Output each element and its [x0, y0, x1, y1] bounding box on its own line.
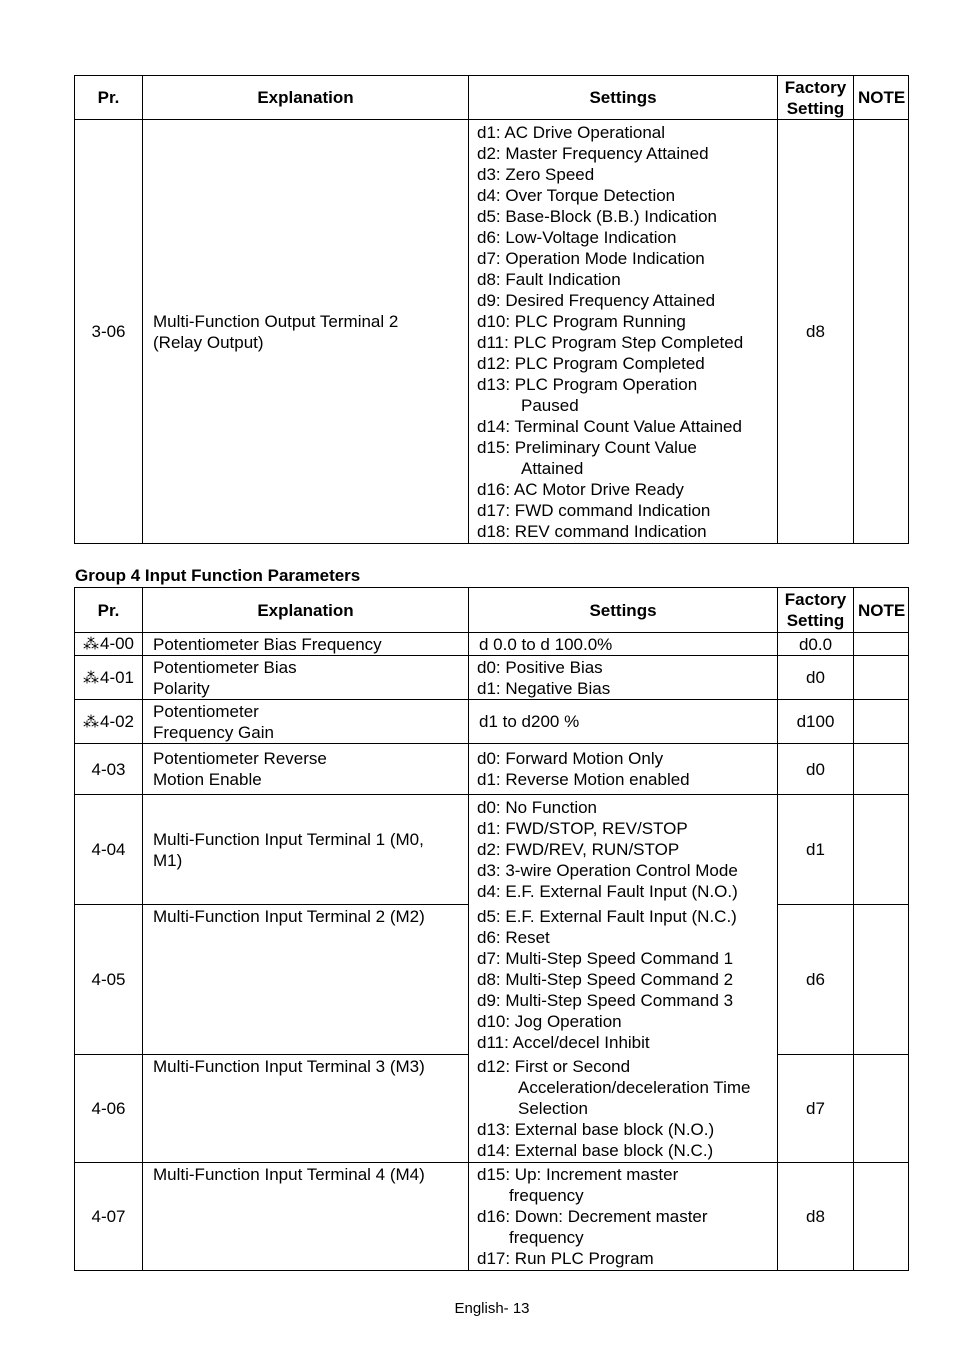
- param-settings: [469, 905, 778, 1055]
- setting-line: d8: Multi-Step Speed Command 2: [477, 970, 734, 989]
- page-footer: English- 13: [454, 1300, 530, 1317]
- param-settings: [469, 1055, 778, 1163]
- setting-line: frequency: [509, 1228, 584, 1247]
- param-explanation: Potentiometer Bias Frequency: [143, 633, 469, 656]
- adjustable-icon: ⁂: [82, 669, 99, 687]
- table-row: [75, 120, 909, 544]
- setting-line: d0: No Function: [477, 798, 598, 818]
- setting-line: d18: REV command Indication: [477, 521, 707, 541]
- setting-line: d16: Down: Decrement master: [477, 1207, 708, 1226]
- setting-line: Selection: [518, 1098, 588, 1118]
- header-settings: Settings: [469, 76, 778, 120]
- setting-line: d11: Accel/decel Inhibit: [477, 1033, 650, 1052]
- setting-line: d12: PLC Program Completed: [477, 353, 705, 373]
- setting-line: d17: Run PLC Program: [477, 1249, 654, 1268]
- parameter-table-3: [74, 75, 909, 544]
- note-cell: [854, 633, 909, 656]
- setting-line: d14: Terminal Count Value Attained: [477, 416, 742, 436]
- setting-line: d4: Over Torque Detection: [477, 185, 676, 205]
- setting-line: d15: Preliminary Count Value: [477, 437, 697, 457]
- param-number: 4-04: [75, 795, 143, 905]
- setting-line: d13: PLC Program Operation: [477, 374, 698, 394]
- setting-line: d14: External base block (N.C.): [477, 1140, 714, 1160]
- param-explanation: Multi-Function Input Terminal 3 (M3): [143, 1055, 469, 1163]
- param-number: 4-06: [75, 1055, 143, 1163]
- param-settings: d0: Positive Bias d1: Negative Bias: [469, 656, 778, 700]
- setting-line: Acceleration/deceleration Time: [518, 1077, 751, 1097]
- param-number: ⁂4-01: [75, 656, 143, 700]
- param-settings: d0: Forward Motion Only d1: Reverse Motion enabled: [469, 744, 778, 795]
- table-row: [75, 744, 909, 795]
- factory-setting: d0: [778, 656, 854, 700]
- header-settings: Settings: [469, 588, 778, 633]
- table-header-row: [75, 76, 909, 120]
- note-cell: [854, 656, 909, 700]
- section-title: Group 4 Input Function Parameters: [75, 566, 361, 585]
- setting-line: d10: PLC Program Running: [477, 311, 686, 331]
- setting-line: d9: Desired Frequency Attained: [477, 290, 716, 310]
- factory-setting: d0: [778, 744, 854, 795]
- setting-line: d11: PLC Program Step Completed: [477, 332, 744, 352]
- table-row: [75, 1163, 909, 1271]
- table-row: [75, 656, 909, 700]
- factory-setting: d8: [778, 120, 854, 544]
- note-cell: [854, 1163, 909, 1271]
- param-explanation: Multi-Function Input Terminal 1 (M0, M1): [143, 795, 469, 905]
- table-row: [75, 1055, 909, 1163]
- param-number: 3-06: [75, 120, 143, 544]
- setting-line: d2: FWD/REV, RUN/STOP: [477, 840, 680, 860]
- param-explanation: Multi-Function Input Terminal 4 (M4): [143, 1163, 469, 1271]
- setting-line: d5: E.F. External Fault Input (N.C.): [477, 907, 737, 926]
- factory-setting: d0.0: [778, 633, 854, 656]
- param-number: 4-07: [75, 1163, 143, 1271]
- setting-line: d1: FWD/STOP, REV/STOP: [477, 819, 688, 839]
- note-cell: [854, 1055, 909, 1163]
- setting-line: d3: 3-wire Operation Control Mode: [477, 861, 738, 881]
- header-factory-setting: Factory Setting: [778, 76, 854, 120]
- setting-line: d17: FWD command Indication: [477, 500, 711, 520]
- header-explanation: Explanation: [143, 76, 469, 120]
- adjustable-icon: ⁂: [82, 713, 99, 731]
- setting-line: d5: Base-Block (B.B.) Indication: [477, 206, 718, 226]
- factory-setting: d100: [778, 700, 854, 744]
- setting-line: d2: Master Frequency Attained: [477, 143, 709, 163]
- param-settings: [469, 795, 778, 905]
- param-explanation: Potentiometer Reverse Motion Enable: [143, 744, 469, 795]
- header-factory-setting: Factory Setting: [778, 588, 854, 633]
- param-number: ⁂4-00: [75, 633, 143, 656]
- param-number: 4-03: [75, 744, 143, 795]
- setting-line: d1: AC Drive Operational: [477, 122, 666, 142]
- setting-line: Paused: [521, 395, 579, 415]
- factory-setting: d8: [778, 1163, 854, 1271]
- setting-line: frequency: [509, 1186, 584, 1205]
- factory-setting: d6: [778, 905, 854, 1055]
- setting-line: d9: Multi-Step Speed Command 3: [477, 991, 734, 1010]
- table-header-row: [75, 588, 909, 633]
- param-settings: d1 to d200 %: [469, 700, 778, 744]
- setting-line: d15: Up: Increment master: [477, 1165, 679, 1184]
- factory-setting: d7: [778, 1055, 854, 1163]
- note-cell: [854, 795, 909, 905]
- setting-line: d3: Zero Speed: [477, 164, 595, 184]
- header-note: NOTE: [854, 588, 909, 633]
- header-explanation: Explanation: [143, 588, 469, 633]
- table-row: [75, 795, 909, 905]
- note-cell: [854, 120, 909, 544]
- setting-line: d7: Multi-Step Speed Command 1: [477, 949, 734, 968]
- header-note: NOTE: [854, 76, 909, 120]
- factory-setting: d1: [778, 795, 854, 905]
- parameter-table-4: [74, 587, 909, 1271]
- setting-line: d10: Jog Operation: [477, 1012, 622, 1031]
- param-explanation: Potentiometer Bias Polarity: [143, 656, 469, 700]
- param-number: 4-05: [75, 905, 143, 1055]
- header-pr: Pr.: [75, 76, 143, 120]
- setting-line: d4: E.F. External Fault Input (N.O.): [477, 882, 738, 902]
- note-cell: [854, 744, 909, 795]
- setting-line: d16: AC Motor Drive Ready: [477, 479, 684, 499]
- table-row: [75, 905, 909, 1055]
- header-pr: Pr.: [75, 588, 143, 633]
- table-row: [75, 633, 909, 656]
- param-explanation: Multi-Function Input Terminal 2 (M2): [143, 905, 469, 1055]
- setting-line: d6: Reset: [477, 928, 550, 947]
- param-number: ⁂4-02: [75, 700, 143, 744]
- setting-line: d12: First or Second: [477, 1056, 631, 1076]
- table-row: [75, 700, 909, 744]
- setting-line: d7: Operation Mode Indication: [477, 248, 705, 268]
- param-settings: [469, 1163, 778, 1271]
- setting-line: d6: Low-Voltage Indication: [477, 227, 677, 247]
- setting-line: d13: External base block (N.O.): [477, 1119, 715, 1139]
- note-cell: [854, 700, 909, 744]
- setting-line: Attained: [521, 458, 584, 478]
- adjustable-icon: ⁂: [82, 636, 99, 653]
- param-explanation: Potentiometer Frequency Gain: [143, 700, 469, 744]
- param-settings: d 0.0 to d 100.0%: [469, 633, 778, 656]
- setting-line: d8: Fault Indication: [477, 269, 621, 289]
- param-settings: [469, 120, 778, 544]
- param-explanation: Multi-Function Output Terminal 2 (Relay Output): [143, 120, 469, 544]
- note-cell: [854, 905, 909, 1055]
